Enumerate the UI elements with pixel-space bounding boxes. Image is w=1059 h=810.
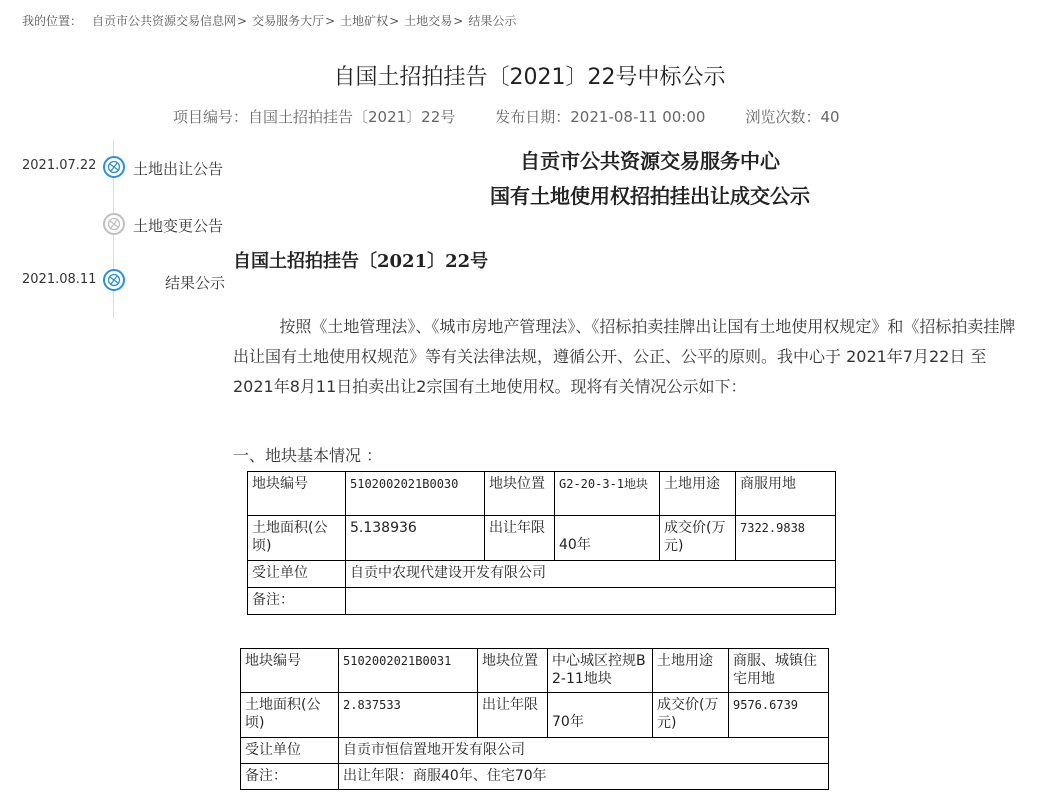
lot-table (247, 471, 836, 615)
breadcrumb-link-results[interactable]: 结果公示 (468, 14, 517, 28)
publish-date: 发布日期：2021-08-11 00:00 (495, 108, 706, 126)
location-value: 中心城区控规B2-11地块 (548, 649, 653, 693)
timeline-node-results[interactable] (103, 269, 125, 291)
breadcrumb-link-land-mineral[interactable]: 土地矿权 (340, 14, 389, 28)
remark-value (346, 588, 836, 615)
price-value: 7322.9838 (736, 516, 836, 561)
intro-paragraph: 按照《土地管理法》、《城市房地产管理法》、《招标拍卖挂牌出让国有土地使用权规定》和《招标拍卖挂牌出让国有土地使用权规范》等有关法律法规，遵循公开、公正、公平的原则。我中心于 2021年7月22日 至 2021年8月11日拍卖出让2宗国有土地使用权。现将有关情况公示如下： (233, 317, 1016, 396)
price-label: 成交价(万元) (660, 516, 736, 561)
area-label: 土地面积(公顷) (248, 516, 346, 561)
usage-label: 土地用途 (660, 472, 736, 516)
lot-no-value: 5102002021B0031 (339, 649, 478, 693)
section-heading: 一、地块基本情况 ： (233, 446, 383, 465)
lot-no-value: 5102002021B0030 (346, 472, 485, 516)
globe-icon (107, 273, 121, 287)
area-label: 土地面积(公顷) (241, 693, 339, 738)
timeline-item-land-transfer[interactable]: 土地出让公告 (133, 160, 224, 178)
lot-no-label: 地块编号 (241, 649, 339, 693)
remark-label: 备注： (248, 588, 346, 615)
table-row (241, 764, 829, 790)
timeline-node-land-transfer[interactable] (103, 156, 125, 178)
globe-icon (107, 217, 121, 231)
winner-value: 自贡中农现代建设开发有限公司 (346, 561, 836, 588)
table-row (241, 693, 829, 738)
price-label: 成交价(万元) (653, 693, 729, 738)
org-title: 自贡市公共资源交易服务中心 (520, 149, 780, 173)
view-count: 浏览次数：40 (745, 108, 840, 126)
timeline-item-land-change[interactable]: 土地变更公告 (133, 217, 224, 235)
breadcrumb-separator: > (325, 14, 336, 28)
price-value: 9576.6739 (729, 693, 829, 738)
winner-value: 自贡市恒信置地开发有限公司 (339, 738, 829, 764)
breadcrumb-prefix: 我的位置： (22, 14, 83, 28)
term-label: 出让年限 (485, 516, 555, 561)
page-title: 自国土招拍挂告〔2021〕22号中标公示 (333, 65, 726, 90)
timeline-node-land-change[interactable] (103, 213, 125, 235)
breadcrumb-link-land-trade[interactable]: 土地交易 (404, 14, 453, 28)
table-row (241, 738, 829, 764)
breadcrumb (22, 12, 516, 29)
breadcrumb-separator: > (389, 14, 400, 28)
breadcrumb-separator: > (453, 14, 464, 28)
document-number: 自国土招拍挂告〔2021〕22号 (233, 251, 489, 272)
breadcrumb-link-site[interactable]: 自贡市公共资源交易信息网 (92, 14, 237, 28)
usage-label: 土地用途 (653, 649, 729, 693)
timeline-date: 2021.08.11 (22, 272, 97, 287)
notice-title: 国有土地使用权招拍挂出让成交公示 (490, 184, 810, 208)
term-value: 70年 (548, 693, 653, 738)
remark-label: 备注： (241, 764, 339, 790)
usage-value: 商服、城镇住宅用地 (729, 649, 829, 693)
globe-icon (107, 160, 121, 174)
timeline-date: 2021.07.22 (22, 158, 97, 173)
page-meta (173, 106, 880, 127)
area-value: 5.138936 (346, 516, 485, 561)
table-row (241, 649, 829, 693)
table-row (248, 516, 836, 561)
term-value: 40年 (555, 516, 660, 561)
winner-label: 受让单位 (248, 561, 346, 588)
table-row (248, 472, 836, 516)
breadcrumb-separator: > (237, 14, 248, 28)
lot-no-label: 地块编号 (248, 472, 346, 516)
breadcrumb-link-hall[interactable]: 交易服务大厅 (252, 14, 325, 28)
winner-label: 受让单位 (241, 738, 339, 764)
project-number: 项目编号：自国土招拍挂告〔2021〕22号 (173, 108, 456, 126)
usage-value: 商服用地 (736, 472, 836, 516)
area-value: 2.837533 (339, 693, 478, 738)
term-label: 出让年限 (478, 693, 548, 738)
table-row (248, 588, 836, 615)
table-row (248, 561, 836, 588)
timeline-item-results[interactable]: 结果公示 (165, 274, 226, 292)
location-value: G2-20-3-1地块 (555, 472, 660, 516)
location-label: 地块位置 (485, 472, 555, 516)
remark-value: 出让年限：商服40年、住宅70年 (339, 764, 829, 790)
location-label: 地块位置 (478, 649, 548, 693)
lot-table (240, 648, 829, 790)
